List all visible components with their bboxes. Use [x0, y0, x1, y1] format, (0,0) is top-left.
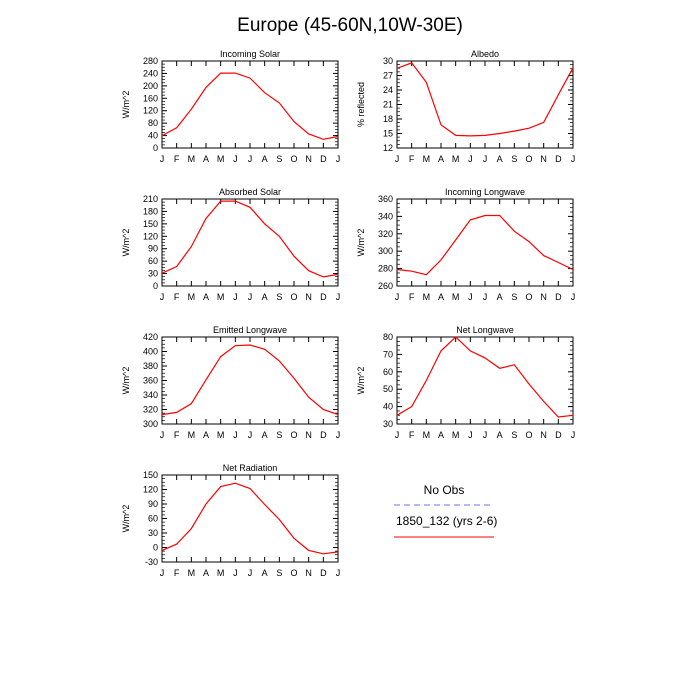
y-axis-label: W/m^2 — [356, 366, 366, 395]
x-tick-label: J — [482, 292, 488, 302]
y-tick-label: 18 — [382, 114, 393, 124]
x-tick-label: F — [173, 292, 180, 302]
x-tick-label: A — [261, 292, 268, 302]
x-tick-label: J — [482, 430, 488, 440]
y-tick-label: 340 — [377, 211, 393, 222]
y-tick-label: 21 — [382, 99, 393, 110]
x-tick-label: S — [511, 154, 518, 164]
y-tick-label: -30 — [144, 557, 158, 567]
y-tick-label: 60 — [147, 513, 158, 524]
legend — [394, 483, 497, 537]
y-tick-label: 320 — [377, 228, 393, 239]
x-tick-label: S — [276, 292, 283, 302]
x-tick-label: J — [570, 292, 576, 302]
y-tick-label: 60 — [382, 366, 393, 377]
x-tick-label: M — [451, 292, 460, 302]
x-tick-label: J — [159, 568, 165, 578]
y-tick-label: 400 — [142, 346, 158, 357]
y-tick-label: 80 — [382, 332, 393, 342]
x-tick-label: A — [496, 154, 503, 164]
x-tick-label: A — [202, 292, 210, 302]
y-tick-label: 210 — [142, 194, 158, 204]
y-tick-label: 360 — [142, 375, 158, 386]
x-tick-label: M — [187, 154, 196, 164]
y-tick-label: 360 — [377, 194, 393, 204]
x-tick-label: S — [276, 430, 283, 440]
panel-title: Net Longwave — [456, 325, 514, 335]
x-tick-label: N — [540, 292, 547, 302]
y-tick-label: 60 — [147, 256, 158, 267]
y-tick-label: 0 — [152, 542, 158, 553]
x-tick-label: M — [216, 292, 225, 302]
y-tick-label: 120 — [142, 231, 158, 242]
x-tick-label: M — [187, 292, 196, 302]
panel-3 — [356, 187, 575, 302]
y-tick-label: 280 — [142, 56, 158, 66]
y-tick-label: 70 — [382, 349, 393, 360]
x-tick-label: D — [320, 430, 327, 440]
x-tick-label: J — [247, 568, 253, 578]
x-tick-label: J — [394, 154, 400, 164]
y-tick-label: 120 — [142, 105, 158, 116]
x-tick-label: A — [437, 154, 445, 164]
x-tick-label: D — [320, 154, 327, 164]
y-tick-label: 40 — [147, 130, 158, 141]
x-tick-label: J — [468, 430, 473, 440]
panel-4 — [121, 325, 340, 440]
y-tick-label: 420 — [142, 332, 158, 342]
series-line-0 — [397, 337, 573, 417]
x-tick-label: M — [216, 154, 225, 164]
x-tick-label: D — [555, 292, 562, 302]
x-tick-label: A — [261, 430, 268, 440]
x-tick-label: F — [408, 292, 415, 302]
panel-5 — [356, 325, 575, 440]
panel-title: Albedo — [470, 49, 500, 59]
panel-title: Incoming Solar — [219, 49, 281, 59]
x-tick-label: J — [233, 292, 238, 302]
plot-frame — [162, 199, 338, 286]
x-tick-label: M — [451, 154, 460, 164]
x-tick-label: A — [437, 292, 445, 302]
legend-label-model: 1850_132 (yrs 2-6) — [396, 514, 498, 528]
y-tick-label: 0 — [152, 281, 158, 291]
x-tick-label: O — [525, 292, 533, 302]
series-line-0 — [162, 73, 338, 139]
x-tick-label: O — [290, 568, 298, 578]
x-tick-label: F — [173, 430, 180, 440]
x-tick-label: N — [305, 292, 312, 302]
x-tick-label: J — [233, 154, 238, 164]
x-tick-label: M — [422, 292, 431, 302]
y-tick-label: 320 — [142, 404, 158, 415]
panel-title: Emitted Longwave — [212, 325, 288, 335]
y-tick-label: 120 — [142, 484, 158, 495]
x-tick-label: N — [305, 568, 312, 578]
x-tick-label: O — [525, 154, 533, 164]
x-tick-label: J — [570, 430, 576, 440]
y-tick-label: 90 — [147, 499, 158, 509]
x-tick-label: J — [482, 154, 488, 164]
x-tick-label: A — [202, 568, 210, 578]
y-tick-label: 280 — [377, 263, 393, 274]
y-axis-label: W/m^2 — [121, 366, 131, 395]
y-tick-label: 15 — [382, 128, 393, 139]
series-line-0 — [162, 201, 338, 277]
x-tick-label: O — [290, 154, 298, 164]
panel-title: Incoming Longwave — [444, 187, 526, 197]
plot-frame — [397, 337, 573, 424]
x-tick-label: M — [216, 568, 225, 578]
x-tick-label: D — [320, 568, 327, 578]
x-tick-label: O — [525, 430, 533, 440]
y-tick-label: 24 — [382, 85, 393, 95]
y-tick-label: 180 — [142, 206, 158, 217]
x-tick-label: F — [408, 154, 415, 164]
y-tick-label: 160 — [142, 93, 158, 104]
y-tick-label: 200 — [142, 80, 158, 91]
x-tick-label: O — [290, 430, 298, 440]
x-tick-label: M — [187, 430, 196, 440]
x-tick-label: M — [422, 154, 431, 164]
legend-label-obs: No Obs — [423, 483, 465, 497]
x-tick-label: M — [451, 430, 460, 440]
y-tick-label: 50 — [382, 384, 393, 395]
x-tick-label: N — [540, 154, 547, 164]
y-tick-label: 240 — [142, 68, 158, 79]
x-tick-label: D — [555, 430, 562, 440]
x-tick-label: A — [261, 154, 268, 164]
x-tick-label: N — [540, 430, 547, 440]
x-tick-label: F — [408, 430, 415, 440]
panel-title: Absorbed Solar — [218, 187, 282, 197]
y-tick-label: 80 — [147, 118, 158, 129]
x-tick-label: A — [202, 430, 210, 440]
x-tick-label: J — [335, 430, 341, 440]
x-tick-label: A — [261, 568, 268, 578]
plot-frame — [397, 199, 573, 286]
y-tick-label: 40 — [382, 401, 393, 412]
x-tick-label: S — [511, 292, 518, 302]
x-tick-label: J — [247, 430, 253, 440]
x-tick-label: D — [320, 292, 327, 302]
x-tick-label: S — [511, 430, 518, 440]
x-tick-label: J — [247, 154, 253, 164]
x-tick-label: F — [173, 568, 180, 578]
x-tick-label: J — [335, 292, 341, 302]
y-tick-label: 30 — [382, 419, 393, 429]
x-tick-label: J — [394, 292, 400, 302]
plot-frame — [162, 337, 338, 424]
y-tick-label: 90 — [147, 243, 158, 254]
panel-2 — [121, 187, 340, 302]
x-tick-label: J — [233, 568, 238, 578]
x-tick-label: J — [335, 568, 341, 578]
x-tick-label: A — [496, 430, 503, 440]
x-tick-label: F — [173, 154, 180, 164]
x-tick-label: J — [570, 154, 576, 164]
x-tick-label: A — [496, 292, 503, 302]
y-tick-label: 300 — [142, 419, 158, 429]
y-tick-label: 260 — [377, 281, 393, 291]
y-axis-label: W/m^2 — [121, 504, 131, 533]
x-tick-label: J — [335, 154, 341, 164]
panel-0 — [121, 49, 340, 164]
y-tick-label: 30 — [382, 56, 393, 66]
y-tick-label: 300 — [377, 246, 393, 257]
y-axis-label: % reflected — [356, 81, 366, 128]
panel-1 — [356, 49, 575, 164]
y-tick-label: 0 — [152, 143, 158, 153]
y-axis-label: W/m^2 — [121, 90, 131, 119]
y-axis-label: W/m^2 — [356, 228, 366, 257]
x-tick-label: O — [290, 292, 298, 302]
x-tick-label: M — [422, 430, 431, 440]
y-tick-label: 30 — [147, 268, 158, 279]
x-tick-label: N — [305, 430, 312, 440]
x-tick-label: J — [468, 154, 473, 164]
x-tick-label: J — [394, 430, 400, 440]
y-tick-label: 12 — [382, 143, 393, 153]
series-line-0 — [397, 216, 573, 275]
x-tick-label: M — [187, 568, 196, 578]
y-tick-label: 380 — [142, 361, 158, 371]
x-tick-label: J — [159, 430, 165, 440]
panels — [121, 49, 575, 578]
x-tick-label: S — [276, 154, 283, 164]
x-tick-label: J — [159, 154, 165, 164]
x-tick-label: D — [555, 154, 562, 164]
y-tick-label: 340 — [142, 390, 158, 400]
y-axis-label: W/m^2 — [121, 228, 131, 257]
y-tick-label: 30 — [147, 528, 158, 538]
x-tick-label: M — [216, 430, 225, 440]
x-tick-label: A — [202, 154, 210, 164]
panel-title: Net Radiation — [222, 463, 278, 473]
series-line-0 — [397, 63, 573, 136]
y-tick-label: 150 — [142, 218, 158, 229]
x-tick-label: J — [233, 430, 238, 440]
x-tick-label: S — [276, 568, 283, 578]
x-tick-label: J — [247, 292, 253, 302]
figure-title: Europe (45-60N,10W-30E) — [237, 15, 463, 36]
series-line-0 — [162, 483, 338, 554]
y-tick-label: 27 — [382, 70, 393, 81]
x-tick-label: A — [437, 430, 445, 440]
series-line-0 — [162, 345, 338, 415]
x-tick-label: N — [305, 154, 312, 164]
y-tick-label: 150 — [142, 470, 158, 480]
x-tick-label: J — [159, 292, 165, 302]
x-tick-label: J — [468, 292, 473, 302]
panel-6 — [121, 463, 340, 578]
